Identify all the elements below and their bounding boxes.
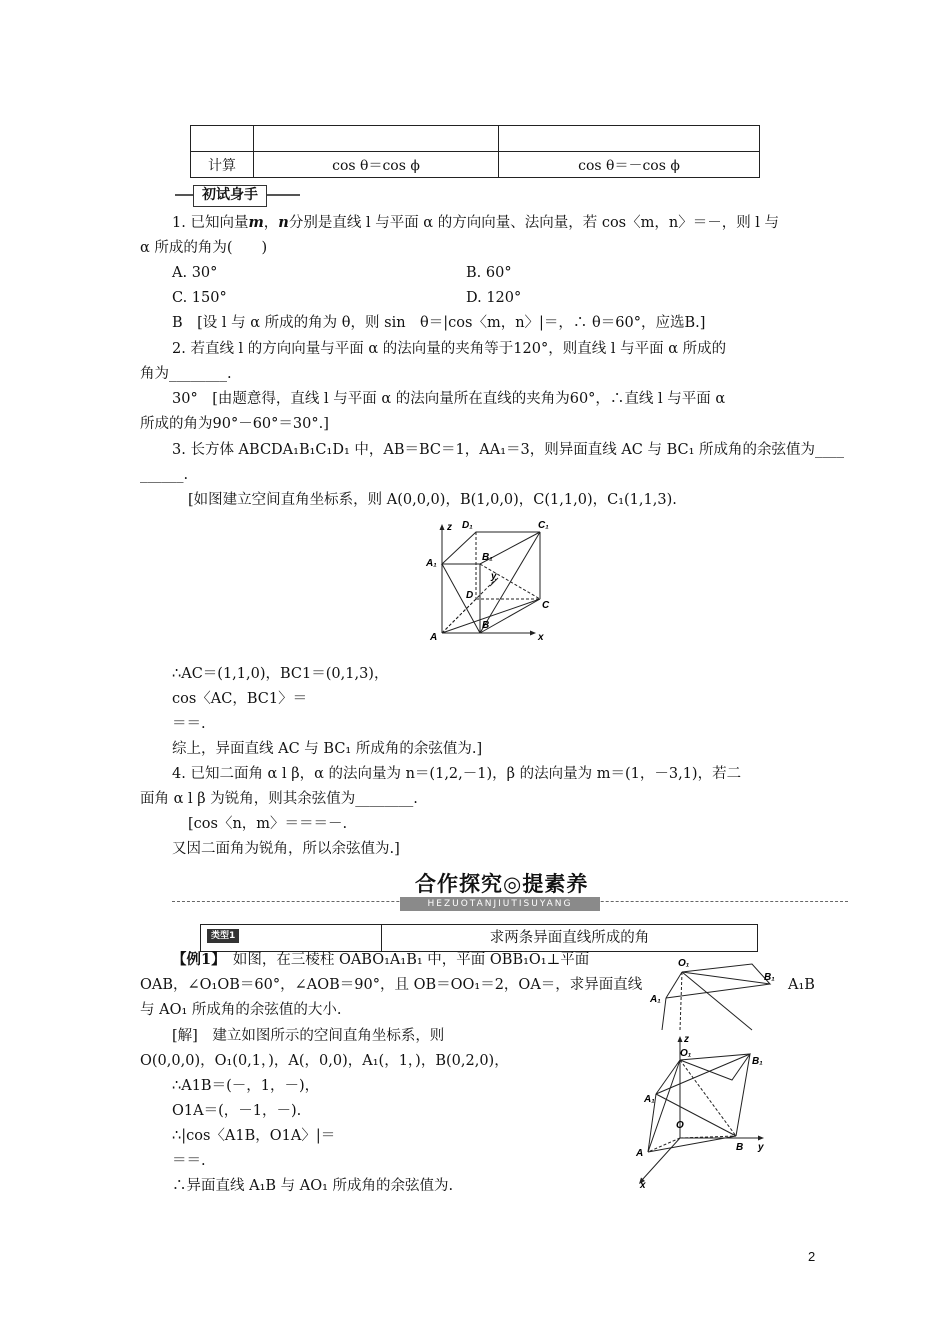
point-label-b1: B₁ <box>764 972 775 983</box>
point-label-b: B <box>482 620 490 631</box>
type-header <box>200 924 758 952</box>
example-solution-points: O(0,0,0)，O₁(0,1，)，A(，0,0)，A₁(，1，)，B(0,2,0)， <box>140 1053 509 1069</box>
example-stem-side: A₁B <box>788 977 815 993</box>
q1-option-c: C. 150° <box>172 290 227 306</box>
q1-option-d: D. 120° <box>466 290 522 306</box>
point-label-a1: A₁ <box>644 1094 655 1105</box>
q4-stem: 4. 已知二面角 α l β，α 的法向量为 n＝(1,2,－1)，β 的法向量为 m＝(1，－3,1)，若二 <box>172 766 742 782</box>
table-cell-label: 计算 <box>191 152 254 178</box>
table-row <box>191 152 760 178</box>
example-solution-cos: ∴|cos〈A1B，O1A〉|＝ <box>172 1128 336 1144</box>
example-stem-end: 与 AO₁ 所成角的余弦值的大小. <box>140 1002 342 1018</box>
q1-stem: 1. 已知向量m，n分别是直线 l 与平面 α 的方向向量、法向量，若 cos〈m，n〉＝－，则 l 与 <box>172 214 780 231</box>
prism-figure <box>628 1030 778 1190</box>
q4-solution-conclusion: 又因二面角为锐角，所以余弦值为.] <box>172 841 400 857</box>
example-solution-eq: ＝＝. <box>172 1153 206 1169</box>
axis-label-y: y <box>758 1142 764 1153</box>
q1-option-a: A. 30° <box>172 265 218 281</box>
point-label-a: A <box>636 1148 644 1159</box>
example-stem-cont: OAB，∠O₁OB＝60°，∠AOB＝90°，且 OB＝OO₁＝2，OA＝，求异面直线 <box>140 977 643 993</box>
q4-stem-cont: 面角 α l β 为锐角，则其余弦值为________. <box>140 791 418 807</box>
example-solution-conclusion: ∴异面直线 A₁B 与 AO₁ 所成角的余弦值为. <box>172 1178 454 1194</box>
section-badge-label: 初试身手 <box>193 185 267 207</box>
q3-solution-vectors: ∴AC＝(1,1,0)，BC1＝(0,1,3)， <box>172 666 389 682</box>
point-label-b1: B₁ <box>482 552 493 563</box>
q3-solution-conclusion: 综上，异面直线 AC 与 BC₁ 所成角的余弦值为.] <box>172 741 483 757</box>
q2-answer: 30° [由题意得，直线 l 与平面 α 的法向量所在直线的夹角为60°，∴直线 l 与平面 α <box>172 391 726 407</box>
point-label-d1: D₁ <box>462 520 473 531</box>
point-label-b: B <box>736 1142 744 1153</box>
q2-answer-cont: 所成的角为90°－60°＝30°.] <box>140 416 329 432</box>
cube-figure <box>418 516 560 644</box>
axis-label-y: y <box>491 571 497 582</box>
q3-stem-cont: ______. <box>140 467 189 483</box>
type-title: 求两条异面直线所成的角 <box>489 930 650 946</box>
axis-label-x: x <box>640 1180 646 1190</box>
q1-stem-cont: α 所成的角为( ) <box>140 240 268 256</box>
q3-stem: 3. 长方体 ABCDA₁B₁C₁D₁ 中，AB＝BC＝1，AA₁＝3，则异面直线 AC 与 BC₁ 所成角的余弦值为____ <box>172 442 845 458</box>
prism-figure-small <box>648 958 782 1032</box>
point-label-o: O <box>676 1120 684 1131</box>
table-cell-formula-b: cos θ＝－cos ϕ <box>499 152 760 178</box>
point-label-c: C <box>542 600 550 611</box>
example-solution: [解] 建立如图所示的空间直角坐标系，则 <box>172 1028 445 1044</box>
type-tag: 类型1 <box>207 929 239 943</box>
point-label-d: D <box>466 590 474 601</box>
q3-solution: [如图建立空间直角坐标系，则 A(0,0,0)，B(1,0,0)，C(1,1,0)，C₁(1,1,3). <box>188 492 677 508</box>
q3-solution-eq: ＝＝. <box>172 716 206 732</box>
point-label-o1: O₁ <box>680 1048 692 1059</box>
axis-label-x: x <box>538 632 544 643</box>
q2-stem-cont: 角为________. <box>140 366 232 382</box>
q3-solution-cos: cos〈AC，BC1〉＝ <box>172 691 308 707</box>
point-label-o1: O₁ <box>678 958 690 969</box>
q2-stem: 2. 若直线 l 的方向向量与平面 α 的法向量的夹角等于120°，则直线 l 与平面 α 所成的 <box>172 341 727 357</box>
table-row <box>191 126 760 152</box>
axis-label-z: z <box>447 522 452 533</box>
section-badge <box>175 185 300 205</box>
point-label-a1: A₁ <box>650 994 661 1005</box>
example-solution-vec1: ∴A1B＝(－，1，－)， <box>172 1078 320 1094</box>
section-title: 合作探究◎提素养 <box>415 872 589 896</box>
table-cell-formula-a: cos θ＝cos ϕ <box>254 152 499 178</box>
q1-answer: B [设 l 与 α 所成的角为 θ，则 sin θ＝|cos〈m，n〉|＝，∴ θ＝60°，应选B.] <box>172 315 706 331</box>
point-label-a1: A₁ <box>426 558 437 569</box>
example-solution-vec2: O1A＝(，－1，－). <box>172 1103 302 1119</box>
point-label-a: A <box>430 632 438 643</box>
q1-option-b: B. 60° <box>466 265 512 281</box>
point-label-b1: B₁ <box>752 1056 763 1067</box>
comparison-table <box>190 125 760 178</box>
q4-solution: [cos〈n，m〉＝＝＝－. <box>188 816 348 832</box>
point-label-c1: C₁ <box>538 520 549 531</box>
example-label: 【例1】 <box>172 951 219 968</box>
page-number: 2 <box>808 1249 816 1264</box>
axis-label-z: z <box>684 1034 689 1045</box>
section-pinyin: HEZUOTANJIUTISUYANG <box>400 897 600 911</box>
example-stem: 【例1】 如图，在三棱柱 OABO₁A₁B₁ 中，平面 OBB₁O₁⊥平面 <box>172 951 590 968</box>
